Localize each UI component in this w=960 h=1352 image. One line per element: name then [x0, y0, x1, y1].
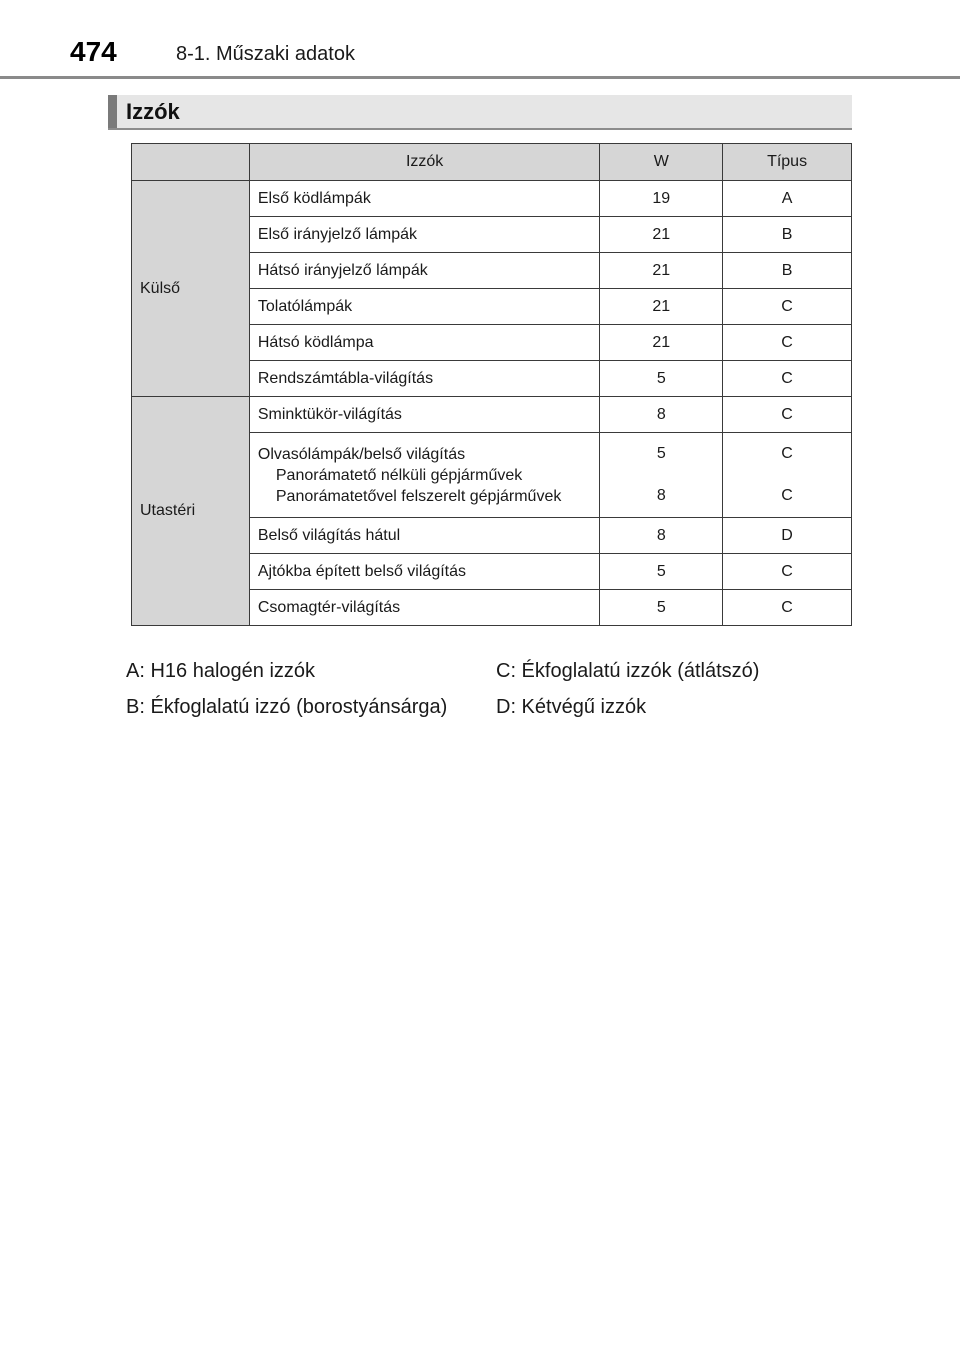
bulb-watt: 21 [600, 289, 723, 325]
page-number: 474 [70, 36, 117, 67]
bulb-type: C [723, 397, 852, 433]
bulb-watt: 21 [600, 217, 723, 253]
bulb-watt: 19 [600, 181, 723, 217]
bulb-type: C [781, 445, 793, 462]
bulb-name-multi [249, 433, 600, 518]
section-title: 8-1. Műszaki adatok [176, 43, 355, 65]
heading-title: Izzók [126, 99, 180, 124]
column-header-bulbs: Izzók [249, 144, 600, 181]
bulb-type: C [781, 487, 793, 504]
bulb-watt: 21 [600, 253, 723, 289]
bulb-type: C [723, 289, 852, 325]
bulb-watt-multi [600, 433, 723, 518]
bulb-type: C [723, 554, 852, 590]
bulb-watt: 5 [656, 445, 666, 462]
bulb-type: D [723, 518, 852, 554]
bulb-type: C [723, 361, 852, 397]
header-divider [0, 76, 960, 79]
bulb-name: Tolatólámpák [249, 289, 600, 325]
bulb-type: B [723, 253, 852, 289]
group-label-interior: Utastéri [132, 397, 250, 626]
legend-d: D: Kétvégű izzók [496, 696, 647, 718]
bulb-type-multi [723, 433, 852, 518]
bulb-name: Hátsó irányjelző lámpák [249, 253, 600, 289]
bulb-variant-name: Panorámatető nélküli gépjárművek [275, 466, 523, 484]
bulb-watt: 8 [600, 518, 723, 554]
bulb-type: C [723, 590, 852, 626]
bulb-name: Belső világítás hátul [249, 518, 600, 554]
bulb-name: Olvasólámpák/belső világítás [257, 445, 466, 463]
legend-b: B: Ékfoglalatú izzó (borostyánsárga) [126, 696, 448, 718]
bulb-watt: 5 [600, 590, 723, 626]
column-header-watt: W [600, 144, 723, 181]
bulb-watt: 5 [600, 554, 723, 590]
legend-a: A: H16 halogén izzók [126, 660, 316, 682]
column-header-type: Típus [723, 144, 852, 181]
bulb-watt: 8 [600, 397, 723, 433]
bulb-watt: 5 [600, 361, 723, 397]
group-label-exterior: Külső [132, 181, 250, 397]
table-header-row [132, 144, 852, 181]
bulb-type: A [723, 181, 852, 217]
bulb-name: Hátsó ködlámpa [249, 325, 600, 361]
bulb-name: Ajtókba épített belső világítás [249, 554, 600, 590]
heading-accent [108, 95, 117, 128]
bulb-watt: 21 [600, 325, 723, 361]
bulb-name: Sminktükör-világítás [249, 397, 600, 433]
heading-bar [108, 95, 852, 130]
table-row [132, 181, 852, 217]
bulb-variant-name: Panorámatetővel felszerelt gépjárművek [275, 487, 562, 505]
bulb-name: Rendszámtábla-világítás [249, 361, 600, 397]
column-header-group [132, 144, 250, 181]
bulbs-table [131, 143, 852, 626]
bulb-name: Első irányjelző lámpák [249, 217, 600, 253]
table-row [132, 397, 852, 433]
bulb-name: Első ködlámpák [249, 181, 600, 217]
bulb-type: C [723, 325, 852, 361]
bulb-name: Csomagtér-világítás [249, 590, 600, 626]
bulb-type: B [723, 217, 852, 253]
bulb-watt: 8 [656, 487, 666, 504]
legend-c: C: Ékfoglalatú izzók (átlátszó) [496, 660, 760, 682]
